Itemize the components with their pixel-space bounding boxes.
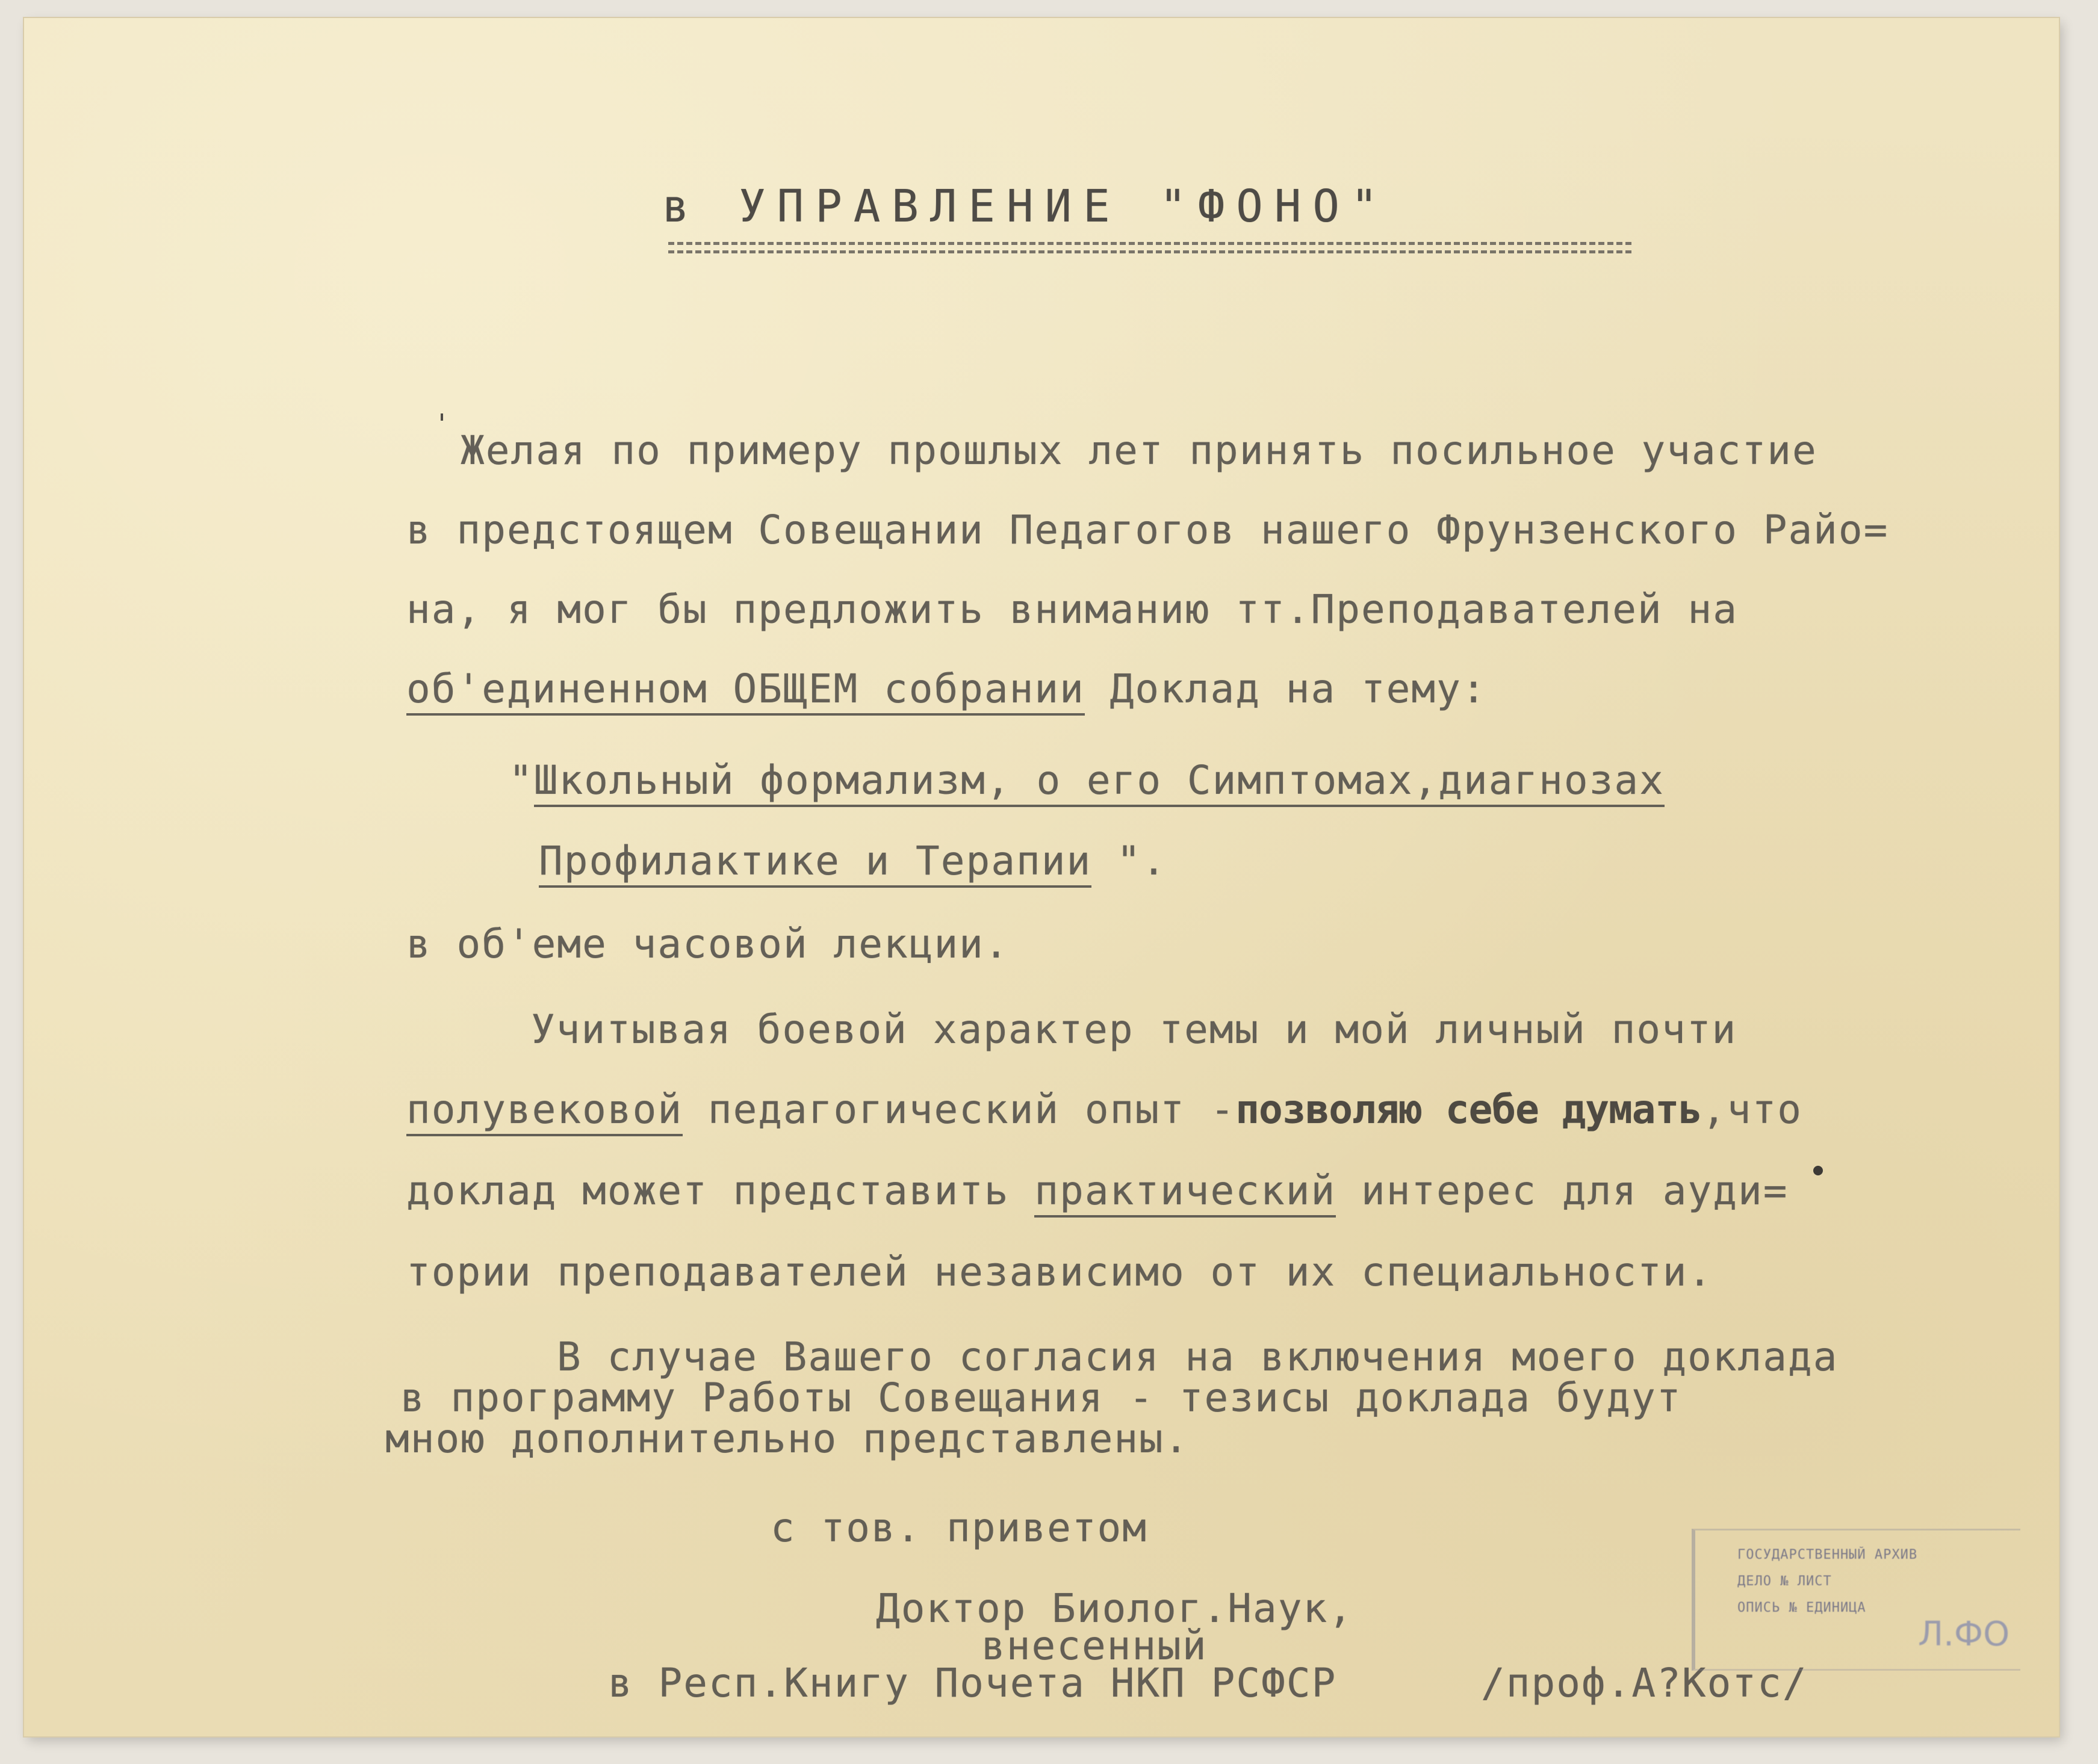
body-line-4 [406,666,1487,712]
document-sheet [24,18,2059,1736]
signature-block: /проф.А?Котс/ [1481,1660,1808,1706]
experience-phrase: педагогический опыт - [683,1086,1236,1133]
overtyped-phrase: позволяю себе думать [1235,1086,1702,1133]
report-intro: Доклад на тему: [1084,666,1487,712]
practical-word: практический [1034,1168,1336,1218]
body-line-5: в об'еме часовой лекции. [406,921,1010,967]
closing-greeting: с тов. приветом [771,1505,1148,1551]
body-line-8 [406,1168,1788,1214]
report-may-phrase: доклад может представить [406,1168,1035,1214]
body-line-11: в программу Работы Совещания - тезисы доклада будут [400,1375,1682,1421]
that-word: ,что [1702,1086,1802,1133]
stamp-text-1: ГОСУДАРСТВЕННЫЙ АРХИВ [1737,1547,1918,1562]
body-line-10: В случае Вашего согласия на включения моего доклада [557,1334,1839,1380]
body-line-7 [406,1086,1802,1133]
topic-title-part-2: Профилактике и Терапии [539,838,1091,888]
signer-degree: Доктор Биолог.Наук, [876,1585,1353,1632]
paragraph-mark [441,413,443,421]
body-line-9: тории преподавателей независимо от их специальности. [406,1249,1713,1295]
document-title: в УПРАВЛЕНИЕ "ФОНО" [662,181,1389,232]
body-line-2: в предстоящем Совещании Педагогов нашего Фрунзенского Райо= [406,507,1889,553]
topic-line-2 [539,838,1167,884]
topic-line-1 [509,757,1665,803]
topic-close-quote: ". [1091,838,1167,884]
title-underline-bottom [668,250,1631,253]
joint-meeting-phrase: об'единенном ОБЩЕМ собрании [406,666,1085,716]
topic-title-part-1: Школьный формализм, о его Симптомах,диагнозах [534,757,1665,807]
body-line-1: Желая по примеру прошлых лет принять посильное участие [461,427,1817,474]
stamp-seal-text: Л.ФО [1918,1615,2010,1654]
topic-open-quote: " [509,757,534,803]
body-line-3: на, я мог бы предложить вниманию тт.Преподавателей на [406,586,1738,633]
interest-phrase: интерес для ауди= [1336,1168,1789,1214]
ink-dot [1813,1166,1823,1175]
body-line-12: мною дополнительно представлены. [385,1416,1190,1462]
stamp-text-2: ДЕЛО № ЛИСТ [1737,1574,1832,1589]
title-underline-top [668,242,1631,245]
stamp-text-3: ОПИСЬ № ЕДИНИЦА [1737,1600,1866,1615]
signer-entered: внесенный [981,1623,1208,1669]
signer-honor-book: в Респ.Книгу Почета НКП РСФСР [608,1660,1337,1706]
body-line-6: Учитывая боевой характер темы и мой личный почти [531,1006,1737,1053]
archive-stamp [1692,1529,2020,1671]
half-century-word: полувековой [406,1086,683,1136]
